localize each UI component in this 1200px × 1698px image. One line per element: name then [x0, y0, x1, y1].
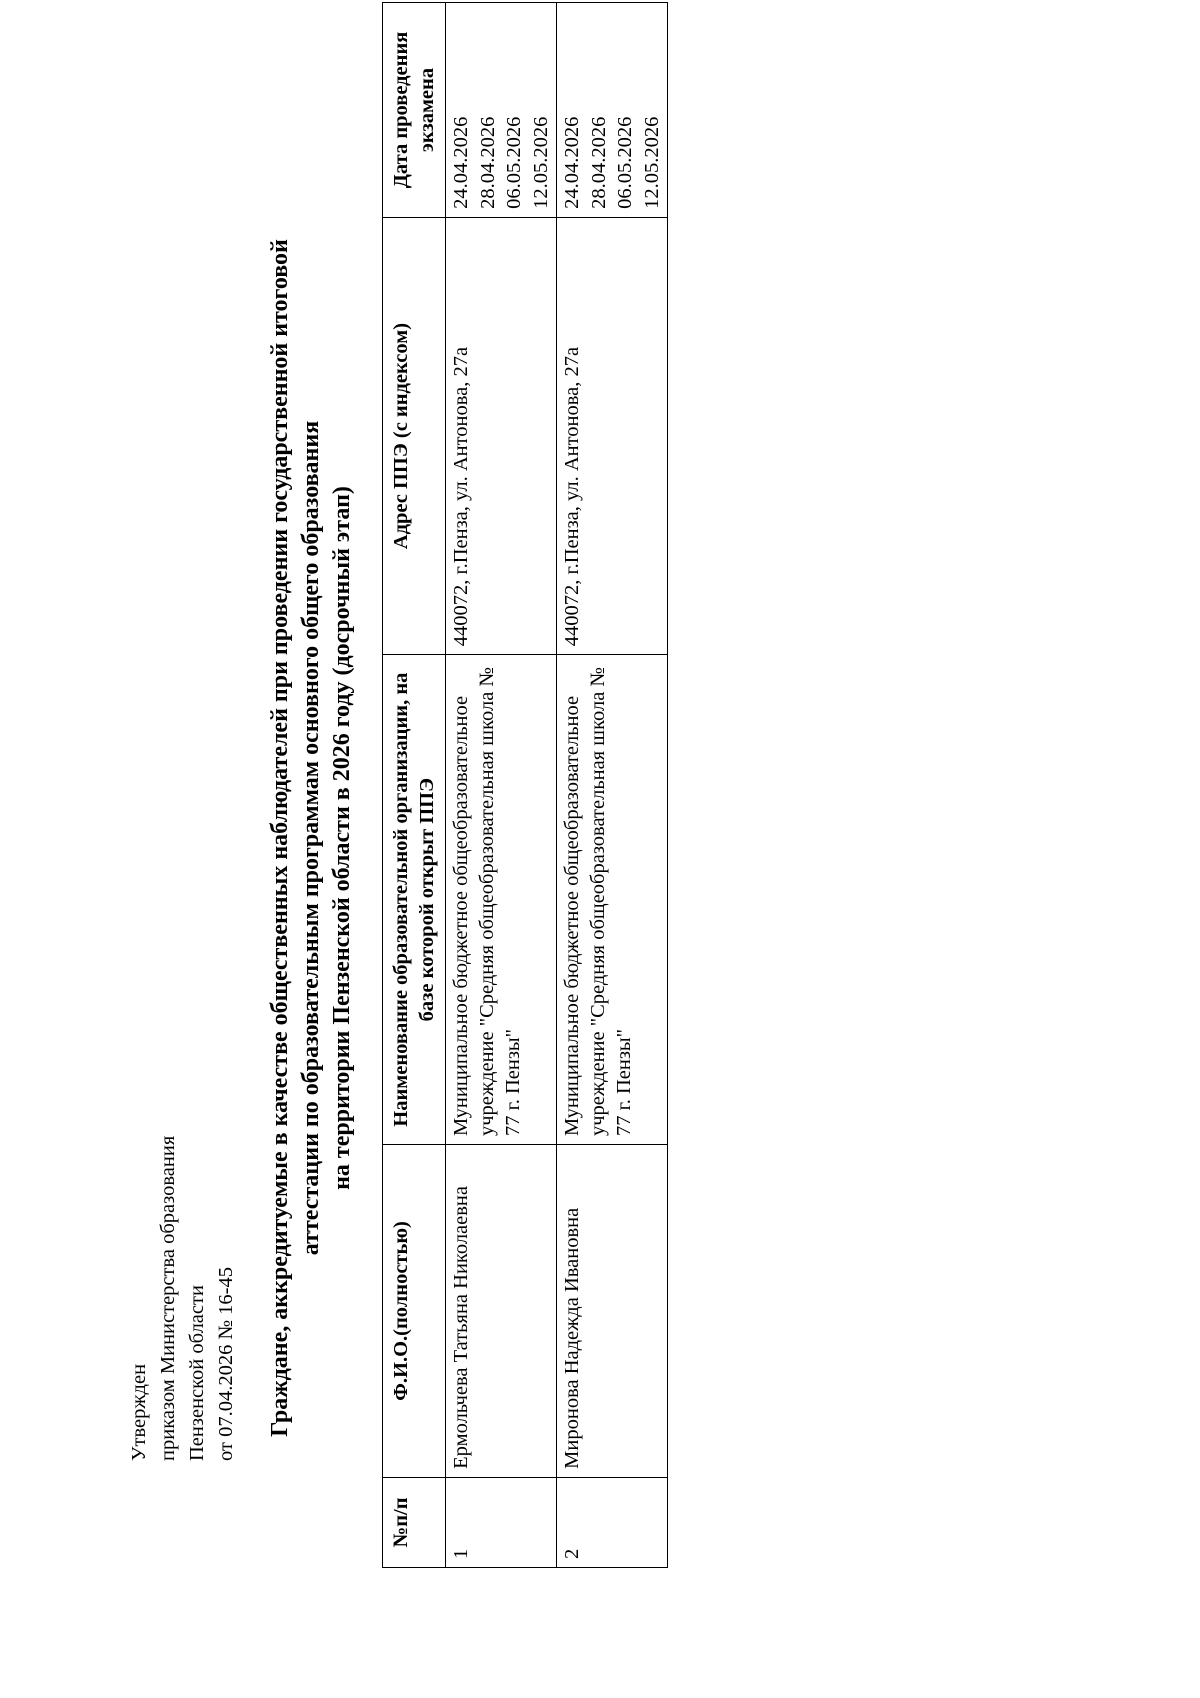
title-line: на территории Пензенской области в 2026 году (досрочный этап) [329, 486, 355, 1190]
table-row [557, 3, 668, 1568]
header-organization: Наименование образовательной организации, на базе которой открыт ППЭ [383, 655, 446, 1145]
exam-date: 24.04.2026 [561, 116, 583, 209]
exam-date: 06.05.2026 [503, 116, 525, 209]
row-fio: Ермольчева Татьяна Николаевна [446, 1145, 557, 1478]
row-number: 1 [446, 1477, 557, 1567]
exam-date: 12.05.2026 [529, 116, 552, 209]
header-fio: Ф.И.О.(полностью) [383, 1145, 446, 1478]
title-line: аттестации по образовательным программам основного общего образования [298, 420, 324, 1256]
row-exam-dates [557, 3, 668, 218]
exam-date: 06.05.2026 [614, 116, 636, 209]
approval-stamp-block [125, 1136, 241, 1461]
header-number: №п/п [383, 1477, 446, 1567]
row-number: 2 [557, 1477, 668, 1567]
row-exam-dates [446, 3, 557, 218]
row-fio: Миронова Надежда Ивановна [557, 1145, 668, 1478]
approval-line: от 07.04.2026 № 16-45 [215, 1267, 237, 1461]
document-title [265, 118, 358, 1558]
observers-table [382, 2, 668, 1568]
exam-date: 24.04.2026 [450, 116, 472, 209]
exam-date: 28.04.2026 [587, 116, 610, 209]
exam-date: 28.04.2026 [476, 116, 499, 209]
exam-date: 12.05.2026 [640, 116, 663, 209]
table-header-row [383, 3, 446, 1568]
title-line: Граждане, аккредитуемые в качестве общественных наблюдателей при проведении государственной итоговой [267, 239, 293, 1437]
approval-line: приказом Министерства образования [157, 1135, 179, 1461]
row-organization: Муниципальное бюджетное общеобразовательное учреждение "Средняя общеобразовательная школа № 77 г. Пензы" [557, 655, 668, 1145]
approval-line: Утвержден [128, 1363, 150, 1461]
header-address: Адрес ППЭ (с индексом) [383, 217, 446, 654]
row-address: 440072, г.Пенза, ул. Антонова, 27а [446, 217, 557, 654]
row-organization: Муниципальное бюджетное общеобразовательное учреждение "Средняя общеобразовательная школа № 77 г. Пензы" [446, 655, 557, 1145]
header-exam-date: Дата проведения экзамена [383, 3, 446, 218]
table-row [446, 3, 557, 1568]
approval-line: Пензенской области [186, 1285, 208, 1461]
row-address: 440072, г.Пенза, ул. Антонова, 27а [557, 217, 668, 654]
